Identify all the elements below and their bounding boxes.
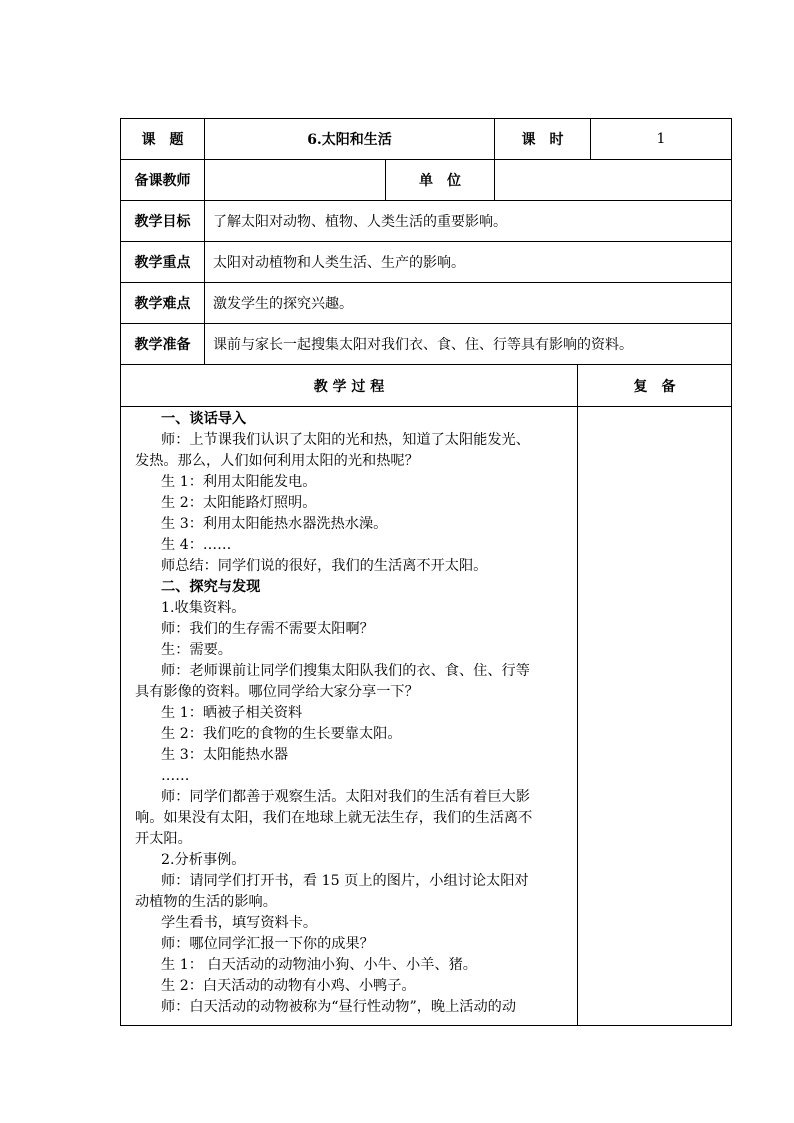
process-line: 生 4：……	[161, 537, 232, 553]
process-line: 生 2：我们吃的食物的生长要靠太阳。	[161, 726, 402, 742]
key-point-value: 太阳对动植物和人类生活、生产的影响。	[213, 255, 465, 271]
process-line: 响。如果没有太阳，我们在地球上就无法生存，我们的生活离不	[135, 810, 533, 826]
process-line: ……	[161, 768, 190, 784]
process-line: 师：哪位同学汇报一下你的成果？	[161, 936, 374, 952]
unit-label: 单 位	[386, 160, 495, 200]
topic-value: 6.太阳和生活	[205, 119, 495, 159]
process-body	[121, 407, 578, 1025]
process-line: 开太阳。	[135, 831, 192, 847]
row-key-point	[121, 242, 731, 283]
process-line: 师：请同学们打开书，看 15 页上的图片，小组讨论太阳对	[161, 873, 529, 889]
key-point-label: 教学重点	[121, 242, 205, 282]
process-line: 师：我们的生存需不需要太阳啊？	[161, 621, 374, 637]
row-teacher	[121, 160, 731, 201]
period-value: 1	[656, 131, 666, 147]
section-heading: 二、探究与发现	[161, 579, 261, 595]
process-line: 生 2：白天活动的动物有小鸡、小鸭子。	[161, 978, 416, 994]
process-line: 生 3：太阳能热水器	[161, 747, 289, 763]
preparation-label: 教学准备	[121, 324, 205, 364]
goal-value: 了解太阳对动物、植物、人类生活的重要影响。	[213, 214, 507, 230]
process-line: 生 3：利用太阳能热水器洗热水澡。	[161, 516, 388, 532]
unit-value	[495, 160, 731, 200]
review-title: 复 备	[633, 378, 676, 395]
process-line: 师：同学们都善于观察生活。太阳对我们的生活有着巨大影	[161, 789, 530, 805]
process-line: 生 1： 白天活动的动物油小狗、小牛、小羊、猪。	[161, 957, 477, 973]
process-line: 具有影像的资料。哪位同学给大家分享一下？	[135, 684, 419, 700]
process-line: 生 2：太阳能路灯照明。	[161, 495, 317, 511]
process-line: 2.分析事例。	[161, 852, 246, 868]
preparation-value: 课前与家长一起搜集太阳对我们衣、食、住、行等具有影响的资料。	[213, 337, 633, 353]
process-line: 师：老师课前让同学们搜集太阳队我们的衣、食、住、行等	[161, 663, 530, 679]
process-line: 动植物的生活的影响。	[135, 894, 277, 910]
teacher-value	[205, 160, 386, 200]
lesson-plan-table	[120, 118, 732, 1026]
row-process-header	[121, 365, 731, 407]
row-preparation	[121, 324, 731, 365]
process-line: 学生看书，填写资料卡。	[161, 915, 318, 931]
process-line: 发热。那么，人们如何利用太阳的光和热呢？	[135, 453, 419, 469]
process-line: 生：需要。	[161, 642, 232, 658]
difficulty-label: 教学难点	[121, 283, 205, 323]
row-difficulty	[121, 283, 731, 324]
process-line: 师：白天活动的动物被称为“昼行性动物”，晚上活动的动	[161, 999, 517, 1015]
topic-label: 课 题	[121, 119, 205, 159]
goal-label: 教学目标	[121, 201, 205, 241]
process-line: 1.收集资料。	[161, 600, 246, 616]
period-label: 课 时	[495, 119, 591, 159]
section-heading: 一、谈话导入	[161, 411, 247, 427]
process-line: 师：上节课我们认识了太阳的光和热，知道了太阳能发光、	[161, 432, 530, 448]
row-topic	[121, 119, 731, 160]
process-line: 生 1：晒被子相关资料	[161, 705, 303, 721]
row-goal	[121, 201, 731, 242]
process-line: 生 1：利用太阳能发电。	[161, 474, 317, 490]
process-line: 师总结：同学们说的很好，我们的生活离不开太阳。	[161, 558, 488, 574]
teacher-label: 备课教师	[121, 160, 205, 200]
difficulty-value: 激发学生的探究兴趣。	[213, 296, 353, 312]
process-lines	[121, 407, 578, 1018]
process-title: 教 学 过 程	[121, 365, 578, 406]
